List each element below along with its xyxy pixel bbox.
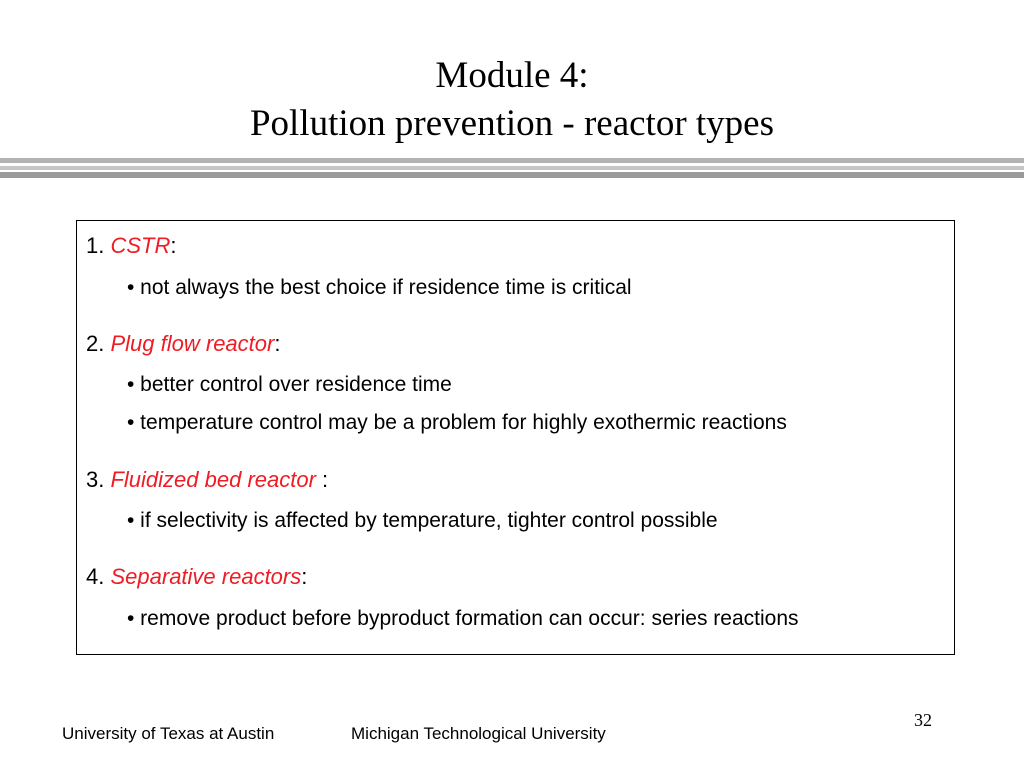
item-number: 2. [86,331,105,356]
footer-university-texas: University of Texas at Austin [62,724,275,743]
title-divider-rule-3 [0,172,1024,178]
slide-title [0,52,1024,148]
item-bullet: • remove product before byproduct formation can occur: series reactions [127,607,799,630]
item-number: 1. [86,233,105,258]
item-heading-cstr [86,233,177,259]
title-divider-rule-1 [0,158,1024,163]
page-number: 32 [914,710,932,730]
item-bullet: • not always the best choice if residence time is critical [127,276,632,299]
item-number: 3. [86,467,105,492]
item-term: Fluidized bed reactor [110,467,316,492]
item-suffix: : [170,233,177,258]
title-line-1: Module 4: [435,55,589,96]
title-line-2: Pollution prevention - reactor types [249,103,775,144]
item-term: Plug flow reactor [110,331,275,356]
title-divider-rule-2 [0,166,1024,170]
footer-michigan-tech: Michigan Technological University [351,724,606,743]
item-number: 4. [86,564,105,589]
item-bullet: • better control over residence time [127,373,452,396]
item-suffix: : [301,564,308,589]
item-term: CSTR [110,233,171,258]
item-heading-plug-flow [86,331,280,357]
item-heading-separative [86,564,307,590]
item-bullet: • if selectivity is affected by temperature, tighter control possible [127,509,718,532]
item-suffix: : [274,331,281,356]
item-term: Separative reactors [110,564,302,589]
item-bullet: • temperature control may be a problem for highly exothermic reactions [127,411,787,434]
item-suffix: : [315,467,329,492]
item-heading-fluidized-bed [86,467,328,493]
